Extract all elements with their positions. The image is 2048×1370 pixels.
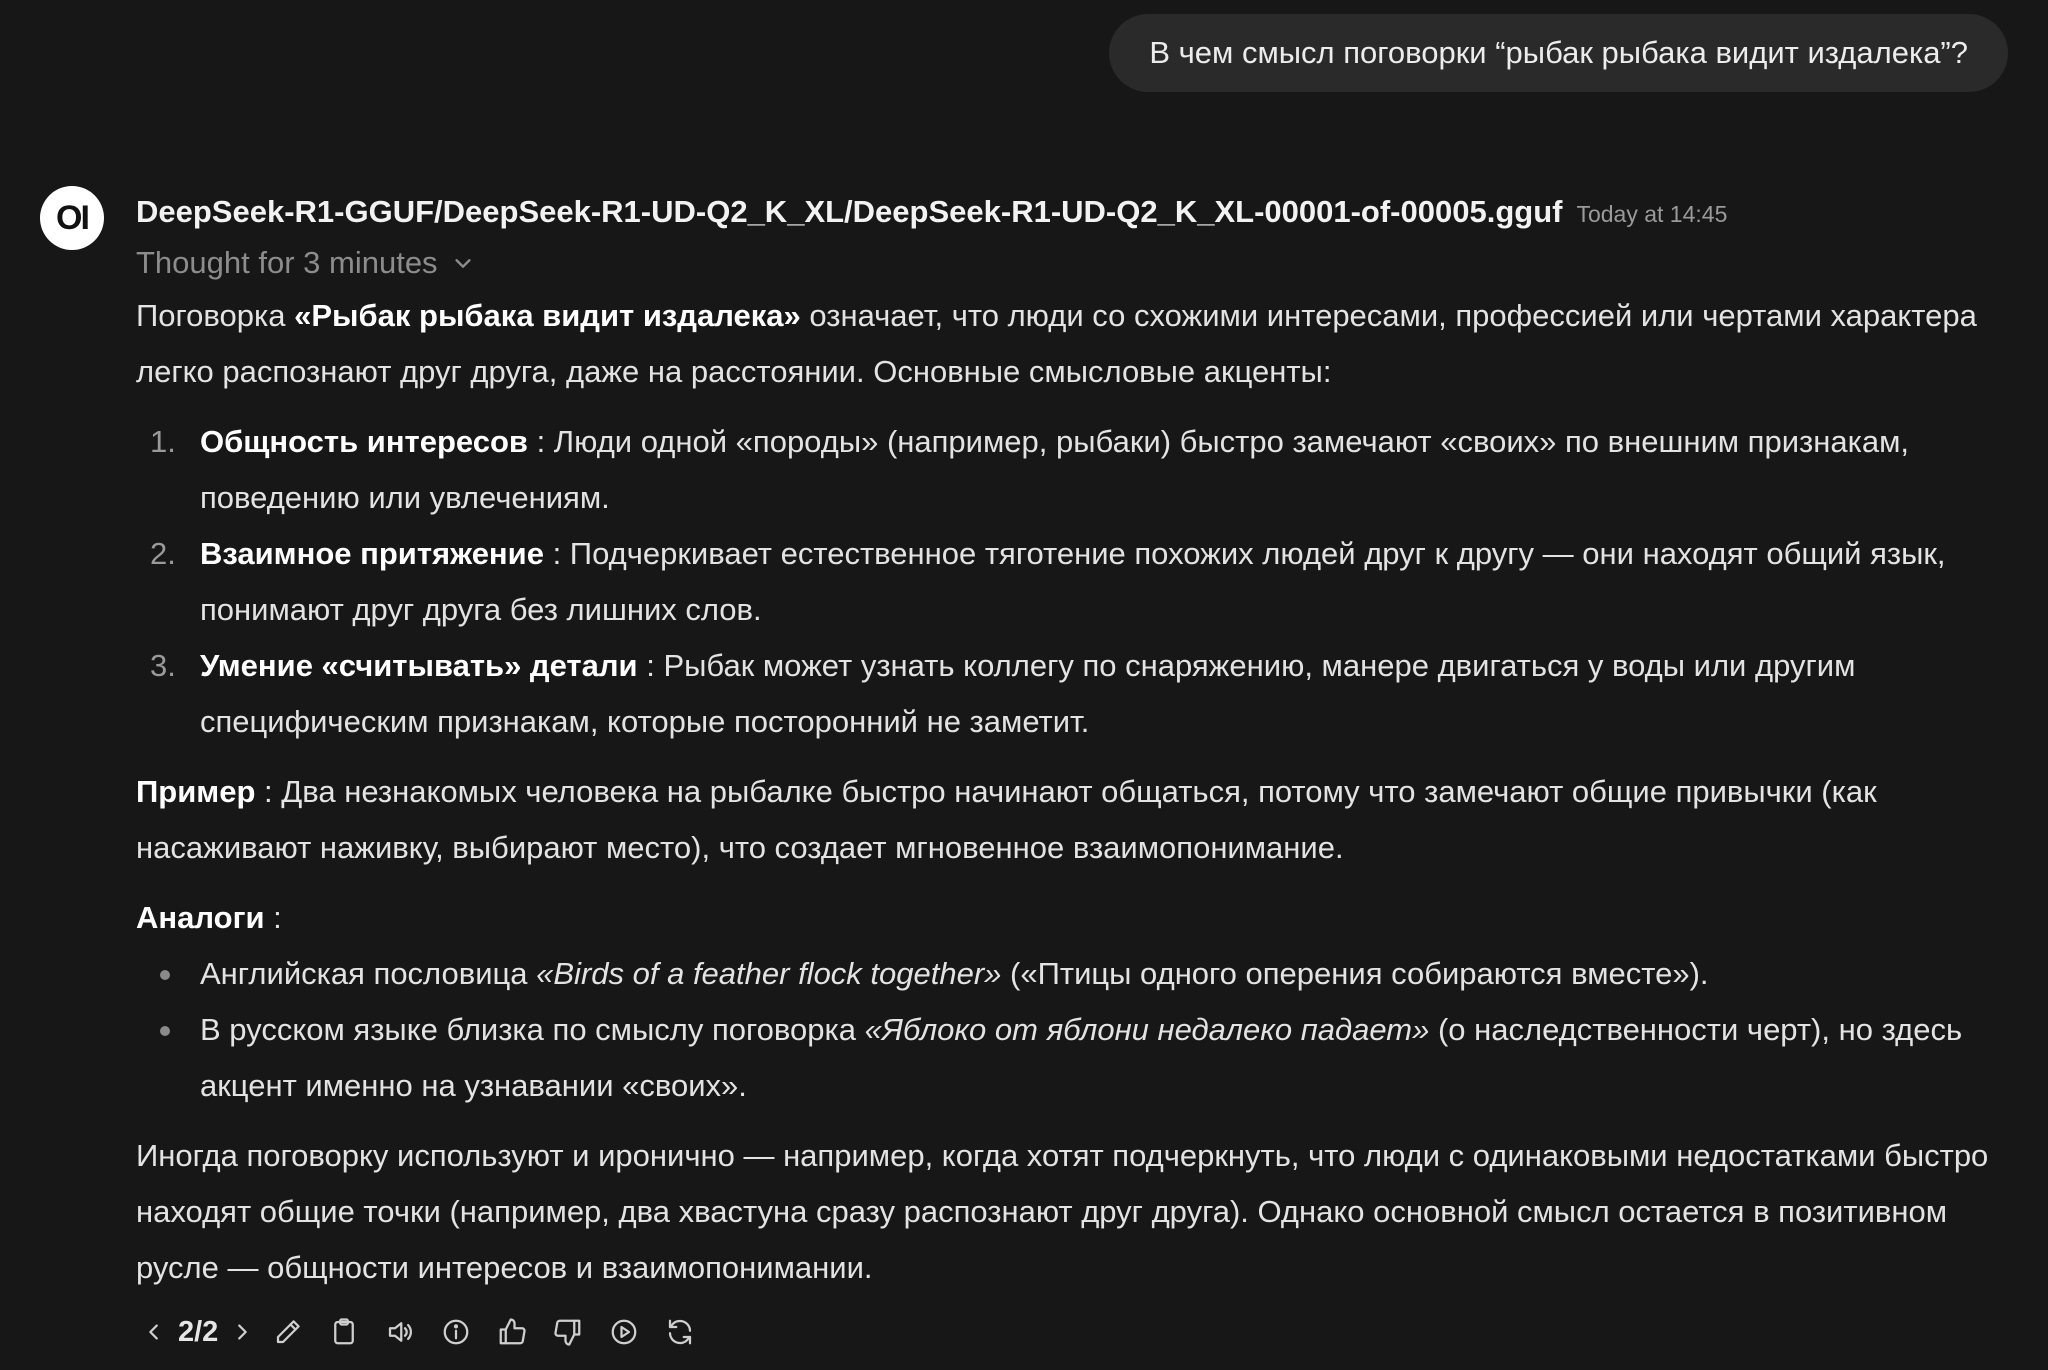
example-text: : Два незнакомых человека на рыбалке быстро начинают общаться, потому что замечают общие привычки (как насаживают наживку, выбирают место), что создает мгновенное взаимопонимание. — [136, 774, 1877, 865]
chevron-left-icon[interactable] — [136, 1304, 172, 1360]
thumbs-up-icon[interactable] — [484, 1304, 540, 1360]
avatar — [40, 186, 104, 250]
point-title: Общность интересов — [200, 424, 528, 459]
analog-italic: «Яблоко от яблони недалеко падает» — [864, 1012, 1430, 1047]
intro-text-pre: Поговорка — [136, 298, 295, 333]
analog-text-pre: Английская пословица — [200, 956, 537, 991]
point-text: : Люди одной «породы» (например, рыбаки) быстро замечают «своих» по внешним признакам, поведению или увлечениям. — [200, 424, 1910, 515]
response-pager: 2/2 — [178, 1315, 219, 1348]
play-circle-icon[interactable] — [596, 1304, 652, 1360]
thumbs-down-icon[interactable] — [540, 1304, 596, 1360]
chevron-down-icon — [452, 252, 474, 274]
chevron-right-icon[interactable] — [224, 1304, 260, 1360]
list-number: 1. — [150, 424, 176, 459]
analog-italic: «Birds of a feather flock together» — [536, 956, 1002, 991]
thought-label: Thought for 3 minutes — [136, 245, 438, 280]
list-item — [136, 638, 2008, 750]
list-item — [136, 946, 2008, 1002]
message-header — [136, 186, 2008, 238]
assistant-content — [136, 186, 2008, 1360]
message-toolbar — [136, 1304, 2008, 1360]
point-text: : Рыбак может узнать коллегу по снаряжению, манере двигаться у воды или другим специфическим признакам, которые посторонний не заметит. — [200, 648, 1856, 739]
openwebui-logo-icon: OI — [56, 198, 88, 237]
conclusion-paragraph: Иногда поговорку используют и иронично — например, когда хотят подчеркнуть, что люди с одинаковыми недостатками быстро находят общие точки (например, два хвастуна сразу распознают друг друга). Однако основной смысл остается в позитивном русле — общности интересов и взаимопонимании. — [136, 1138, 1989, 1285]
list-item — [136, 1002, 2008, 1114]
analogs-list — [136, 946, 2008, 1114]
list-number: 3. — [150, 648, 176, 683]
analog-text-post: («Птицы одного оперения собираются вместе»). — [1001, 956, 1709, 991]
analog-text-pre: В русском языке близка по смыслу поговорка — [200, 1012, 865, 1047]
analogs-heading — [136, 890, 2008, 946]
clipboard-icon[interactable] — [316, 1304, 372, 1360]
list-item — [136, 526, 2008, 638]
thought-toggle[interactable] — [136, 238, 2008, 288]
list-number: 2. — [150, 536, 176, 571]
example-paragraph — [136, 764, 2008, 876]
analog-text-post: (о наследственности черт), но здесь акцент именно на узнавании «своих». — [200, 1012, 1963, 1103]
info-icon[interactable] — [428, 1304, 484, 1360]
example-title: Пример — [136, 774, 256, 809]
point-title: Умение «считывать» детали — [200, 648, 638, 683]
point-title: Взаимное притяжение — [200, 536, 544, 571]
analogs-suffix: : — [264, 900, 282, 935]
bullet-dot — [160, 970, 170, 980]
bullet-dot — [160, 1026, 170, 1036]
model-name: DeepSeek-R1-GGUF/DeepSeek-R1-UD-Q2_K_XL/DeepSeek-R1-UD-Q2_K_XL-00001-of-00005.gguf — [136, 194, 1563, 229]
intro-paragraph — [136, 288, 2008, 400]
message-timestamp: Today at 14:45 — [1576, 201, 1728, 227]
analogs-title: Аналоги — [136, 900, 265, 935]
pencil-icon[interactable] — [260, 1304, 316, 1360]
intro-text-post: означает, что люди со схожими интересами, профессией или чертами характера легко распознают друг друга, даже на расстоянии. Основные смысловые акценты: — [136, 298, 1977, 389]
speaker-icon[interactable] — [372, 1304, 428, 1360]
user-message-bubble: В чем смысл поговорки “рыбак рыбака видит издалека”? — [1109, 14, 2008, 92]
points-list — [136, 414, 2008, 750]
list-item — [136, 414, 2008, 526]
proverb-bold: «Рыбак рыбака видит издалека» — [294, 298, 801, 333]
point-text: : Подчеркивает естественное тяготение похожих людей друг к другу — они находят общий язык, понимают друг друга без лишних слов. — [200, 536, 1946, 627]
refresh-icon[interactable] — [652, 1304, 708, 1360]
user-message-row — [0, 14, 2008, 92]
